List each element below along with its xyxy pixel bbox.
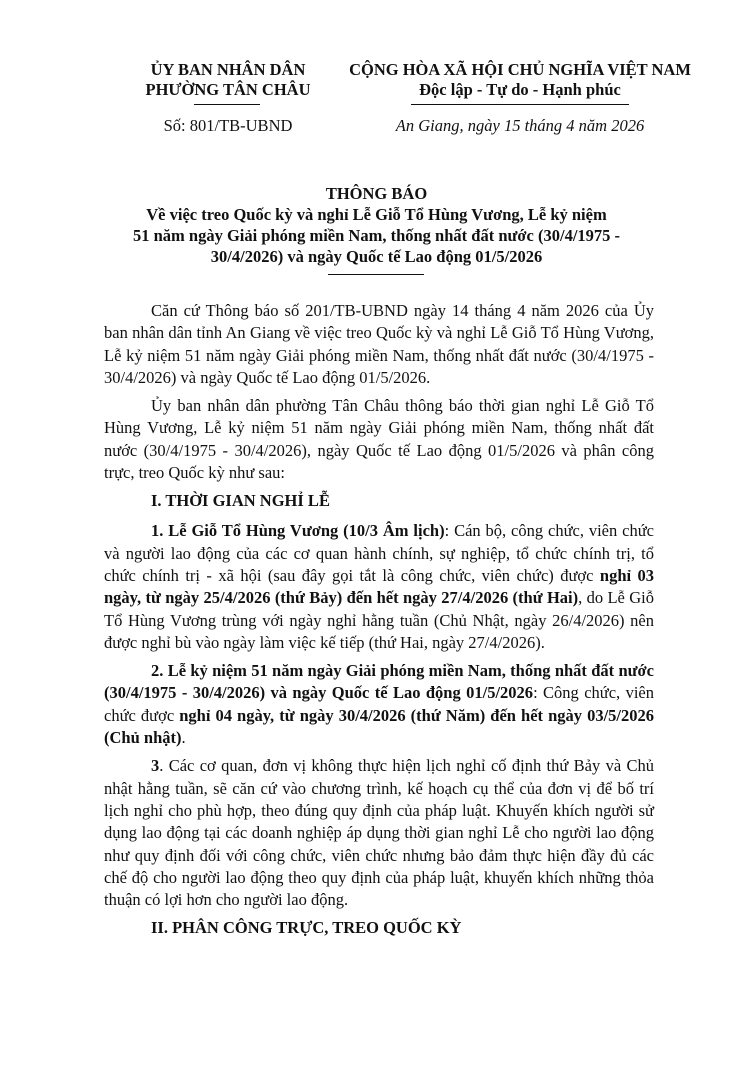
agency-line-2: PHƯỜNG TÂN CHÂU [145,80,311,99]
paragraph-basis: Căn cứ Thông báo số 201/TB-UBND ngày 14 tháng 4 năm 2026 của Ủy ban nhân dân tỉnh An Giang về việc treo Quốc kỳ và nghỉ Lễ Giỗ Tổ Hùng Vương, Lễ kỷ niệm 51 năm ngày Giải phóng miền Nam, thống nhất đất nước (30/4/1975 - 30/4/2026) và ngày Quốc tế Lao động 01/5/2026. [104,301,654,387]
title-heading: THÔNG BÁO [325,184,428,203]
notice-title [100,183,653,267]
item-2 [104,660,654,749]
item-1-text-b: , do Lễ Giỗ Tổ Hùng Vương trùng với ngày nghỉ hằng tuần (Chủ Nhật, ngày 26/4/2026) nên được nghỉ bù vào ngày làm việc kế tiếp (thứ Hai, ngày 27/4/2026). [104,588,654,652]
item-2-lead: 2. Lễ kỷ niệm 51 năm ngày Giải phóng miền Nam, thống nhất đất nước (30/4/1975 - 30/4/2026) và ngày Quốc tế Lao động 01/5/2026 [104,661,654,703]
notice-body [104,300,654,947]
paragraph-intro: Ủy ban nhân dân phường Tân Châu thông báo thời gian nghỉ Lễ Giỗ Tổ Hùng Vương, Lễ kỷ niệm 51 năm ngày Giải phóng miền Nam, thống nhất đất nước (30/4/1975 - 30/4/2026), ngày Quốc tế Lao động 01/5/2026 và phân công trực, treo Quốc kỳ như sau: [104,396,654,483]
title-underline [328,274,424,275]
national-motto [330,60,710,100]
section-heading-holidays: I. THỜI GIAN NGHỈ LỄ [151,491,330,511]
title-line-2: 51 năm ngày Giải phóng miền Nam, thống nhất đất nước (30/4/1975 - [132,226,621,245]
agency-line-1: ỦY BAN NHÂN DÂN [150,60,306,79]
item-1-text-a: : Cán bộ, công chức, viên chức và người lao động của các cơ quan hành chính, sự nghiệp, tổ chức chính trị, tổ chức chính trị - xã hội (sau đây gọi tắt là công chức, viên chức) được [104,521,654,585]
motto-underline [411,104,629,105]
item-2-text-b: . [181,728,186,748]
item-2-text-a: : Công chức, viên chức được [104,683,654,725]
item-1 [104,520,654,654]
section-heading-duty: II. PHÂN CÔNG TRỰC, TREO QUỐC KỲ [151,918,462,938]
agency-underline [194,104,260,105]
nation-line-1: CỘNG HÒA XÃ HỘI CHỦ NGHĨA VIỆT NAM [349,60,691,79]
item-1-bold: nghỉ 03 ngày, từ ngày 25/4/2026 (thứ Bảy) đến hết ngày 27/4/2026 (thứ Hai) [104,565,654,608]
nation-line-2: Độc lập - Tự do - Hạnh phúc [419,80,621,99]
item-2-bold: nghỉ 04 ngày, từ ngày 30/4/2026 (thứ Năm) đến hết ngày 03/5/2026 (Chủ nhật) [104,705,654,748]
title-line-1: Về việc treo Quốc kỳ và nghỉ Lễ Giỗ Tổ Hùng Vương, Lễ kỷ niệm [146,205,607,224]
place-date: An Giang, ngày 15 tháng 4 năm 2026 [395,116,645,135]
item-1-lead: 1. Lễ Giỗ Tổ Hùng Vương (10/3 Âm lịch) [151,521,445,541]
item-3 [104,755,654,911]
title-line-3: 30/4/2026) và ngày Quốc tế Lao động 01/5/2026 [210,247,543,266]
item-3-lead: 3 [151,756,160,776]
item-3-text: . Các cơ quan, đơn vị không thực hiện lịch nghỉ cố định thứ Bảy và Chủ nhật hằng tuần, sẽ căn cứ vào chương trình, kế hoạch cụ thể của đơn vị để bố trí lịch nghỉ cho phù hợp, theo đúng quy định của pháp luật. Khuyến khích người sử dụng lao động tại các doanh nghiệp áp dụng thời gian nghỉ Lễ cho người lao động như quy định đối với công chức, viên chức nhưng bảo đảm thực hiện đầy đủ các chế độ cho người lao động theo quy định của pháp luật, khuyến khích những thỏa thuận có lợi hơn cho người lao động. [104,756,654,910]
document-number: Số: 801/TB-UBND [163,116,293,135]
issuing-agency [118,60,338,100]
